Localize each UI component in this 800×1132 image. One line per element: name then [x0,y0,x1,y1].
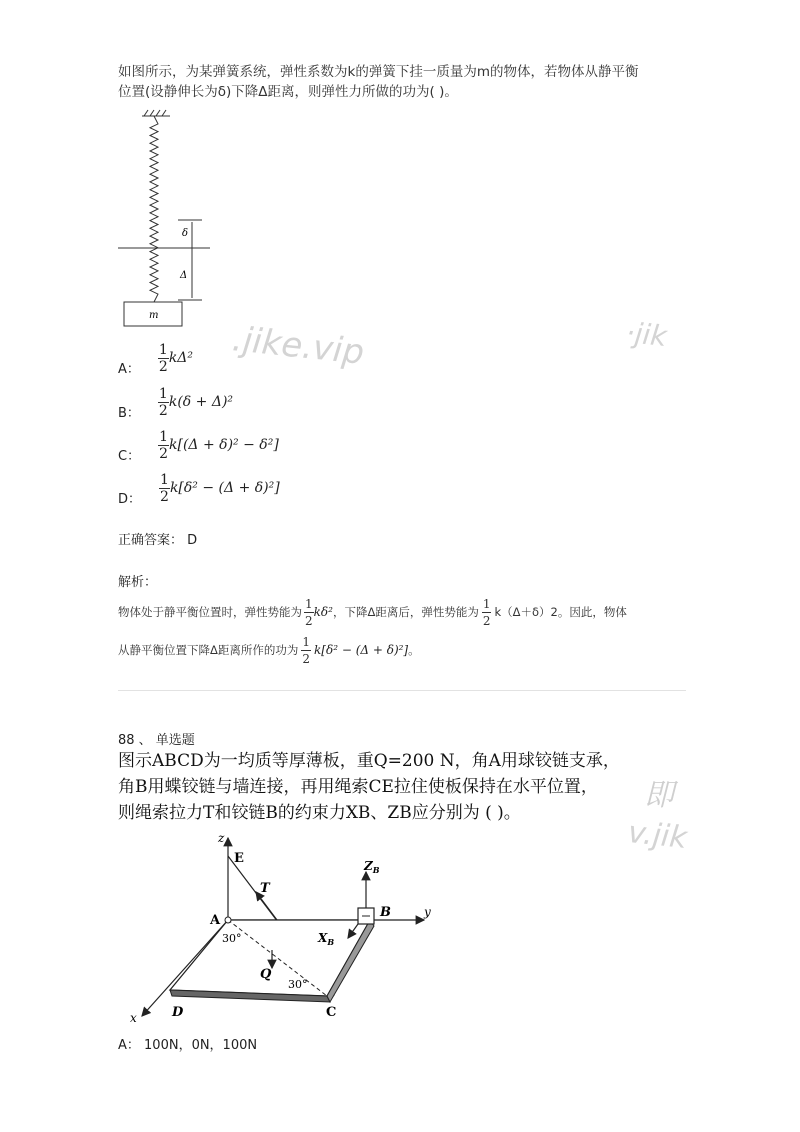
q88-stem-line1: 图示ABCD为一均质等厚薄板，重Q=200 N，角A用球铰链支承， [118,751,620,771]
angle1-label: 30° [222,932,242,945]
analysis-frac-3: $\frac{1}{2}$ [302,634,311,666]
spring-coil [150,116,158,302]
watermark-3: 即 [644,778,674,813]
option-a-expr: kΔ² [168,350,194,366]
q87-stem-line2: 位置(设静伸长为δ)下降Δ距离，则弹性力所做的功为( )。 [118,84,458,100]
analysis-text-1: 物体处于静平衡位置时，弹性势能为 [118,605,302,619]
tension-arrow [256,892,280,924]
option-c[interactable] [118,425,279,465]
q87-stem-line1: 如图所示，为某弹簧系统，弹性系数为k的弹簧下挂一质量为m的物体，若物体从静平衡 [118,64,639,80]
option-d-expr: k[δ² − (Δ + δ)²] [169,480,280,496]
D-label: D [172,1005,184,1020]
option-b-label: B： [118,405,140,421]
correct-answer: 正确答案： D [118,533,198,548]
A-label: A [210,913,221,928]
watermark-2: ·jik [624,315,669,354]
B-label: B [380,905,391,920]
XB-label: $X_B$ [318,931,335,947]
E-label: E [234,851,244,866]
analysis-line1 [118,592,688,632]
option-d-label: D： [118,491,142,507]
option-a-frac: $\frac{1}{2}$ [158,341,168,375]
Delta-label: Δ [180,270,188,281]
plate-figure [112,826,442,1026]
watermark-1: .jike.vip [230,319,366,373]
analysis-title: 解析： [118,575,158,590]
analysis-expr-2: k[δ² − (Δ + δ)²] [314,643,409,657]
section-divider [118,690,686,691]
option-b-frac: $\frac{1}{2}$ [158,385,168,419]
analysis-expr-1: kδ² [313,605,333,619]
watermark-4: v.jik [626,815,689,856]
option-a[interactable] [118,338,193,378]
angle2-label: 30° [288,978,308,991]
q88-stem-line3: 则绳索拉力T和铰链B的约束力XB、ZB应分别为 ( )。 [118,803,521,823]
ZB-label: $Z_B$ [364,859,380,875]
option-c-frac: $\frac{1}{2}$ [159,428,168,462]
joint-A [225,917,231,923]
ceiling-support [142,110,170,116]
q88-stem-line2: 角B用蝶铰链与墙连接，再用绳索CE拉住使板保持在水平位置， [118,777,598,797]
analysis-frac-1: $\frac{1}{2}$ [305,596,313,628]
option-b[interactable] [118,382,233,422]
analysis-text-5: 。 [408,643,420,657]
q88-header: 88 、 单选题 [118,733,195,748]
q88-option-a[interactable]: A： 100N，0N，100N [118,1038,258,1053]
C-label: C [326,1005,337,1020]
analysis-frac-2: $\frac{1}{2}$ [482,596,491,628]
option-c-label: C： [118,448,141,464]
analysis-text-2: ，下降Δ距离后，弹性势能为 [332,605,479,619]
option-c-expr: k[(Δ + δ)² − δ²] [169,437,279,453]
mass-label: m [149,310,159,321]
analysis-text-3: k（Δ＋δ）2。因此，物体 [494,605,627,619]
analysis-text-4: 从静平衡位置下降Δ距离所作的功为 [118,643,299,657]
option-d[interactable] [118,468,280,508]
option-d-frac: $\frac{1}{2}$ [160,471,169,505]
T-label: T [260,881,270,896]
Q-label: Q [260,967,272,982]
option-a-label: A： [118,361,140,377]
option-b-expr: k(δ + Δ)² [168,394,234,410]
x-label: x [130,1011,137,1025]
analysis-line2 [118,630,420,670]
y-label: y [424,905,431,919]
z-label: z [218,831,225,845]
spring-figure [112,108,222,330]
delta-label: δ [182,228,189,239]
